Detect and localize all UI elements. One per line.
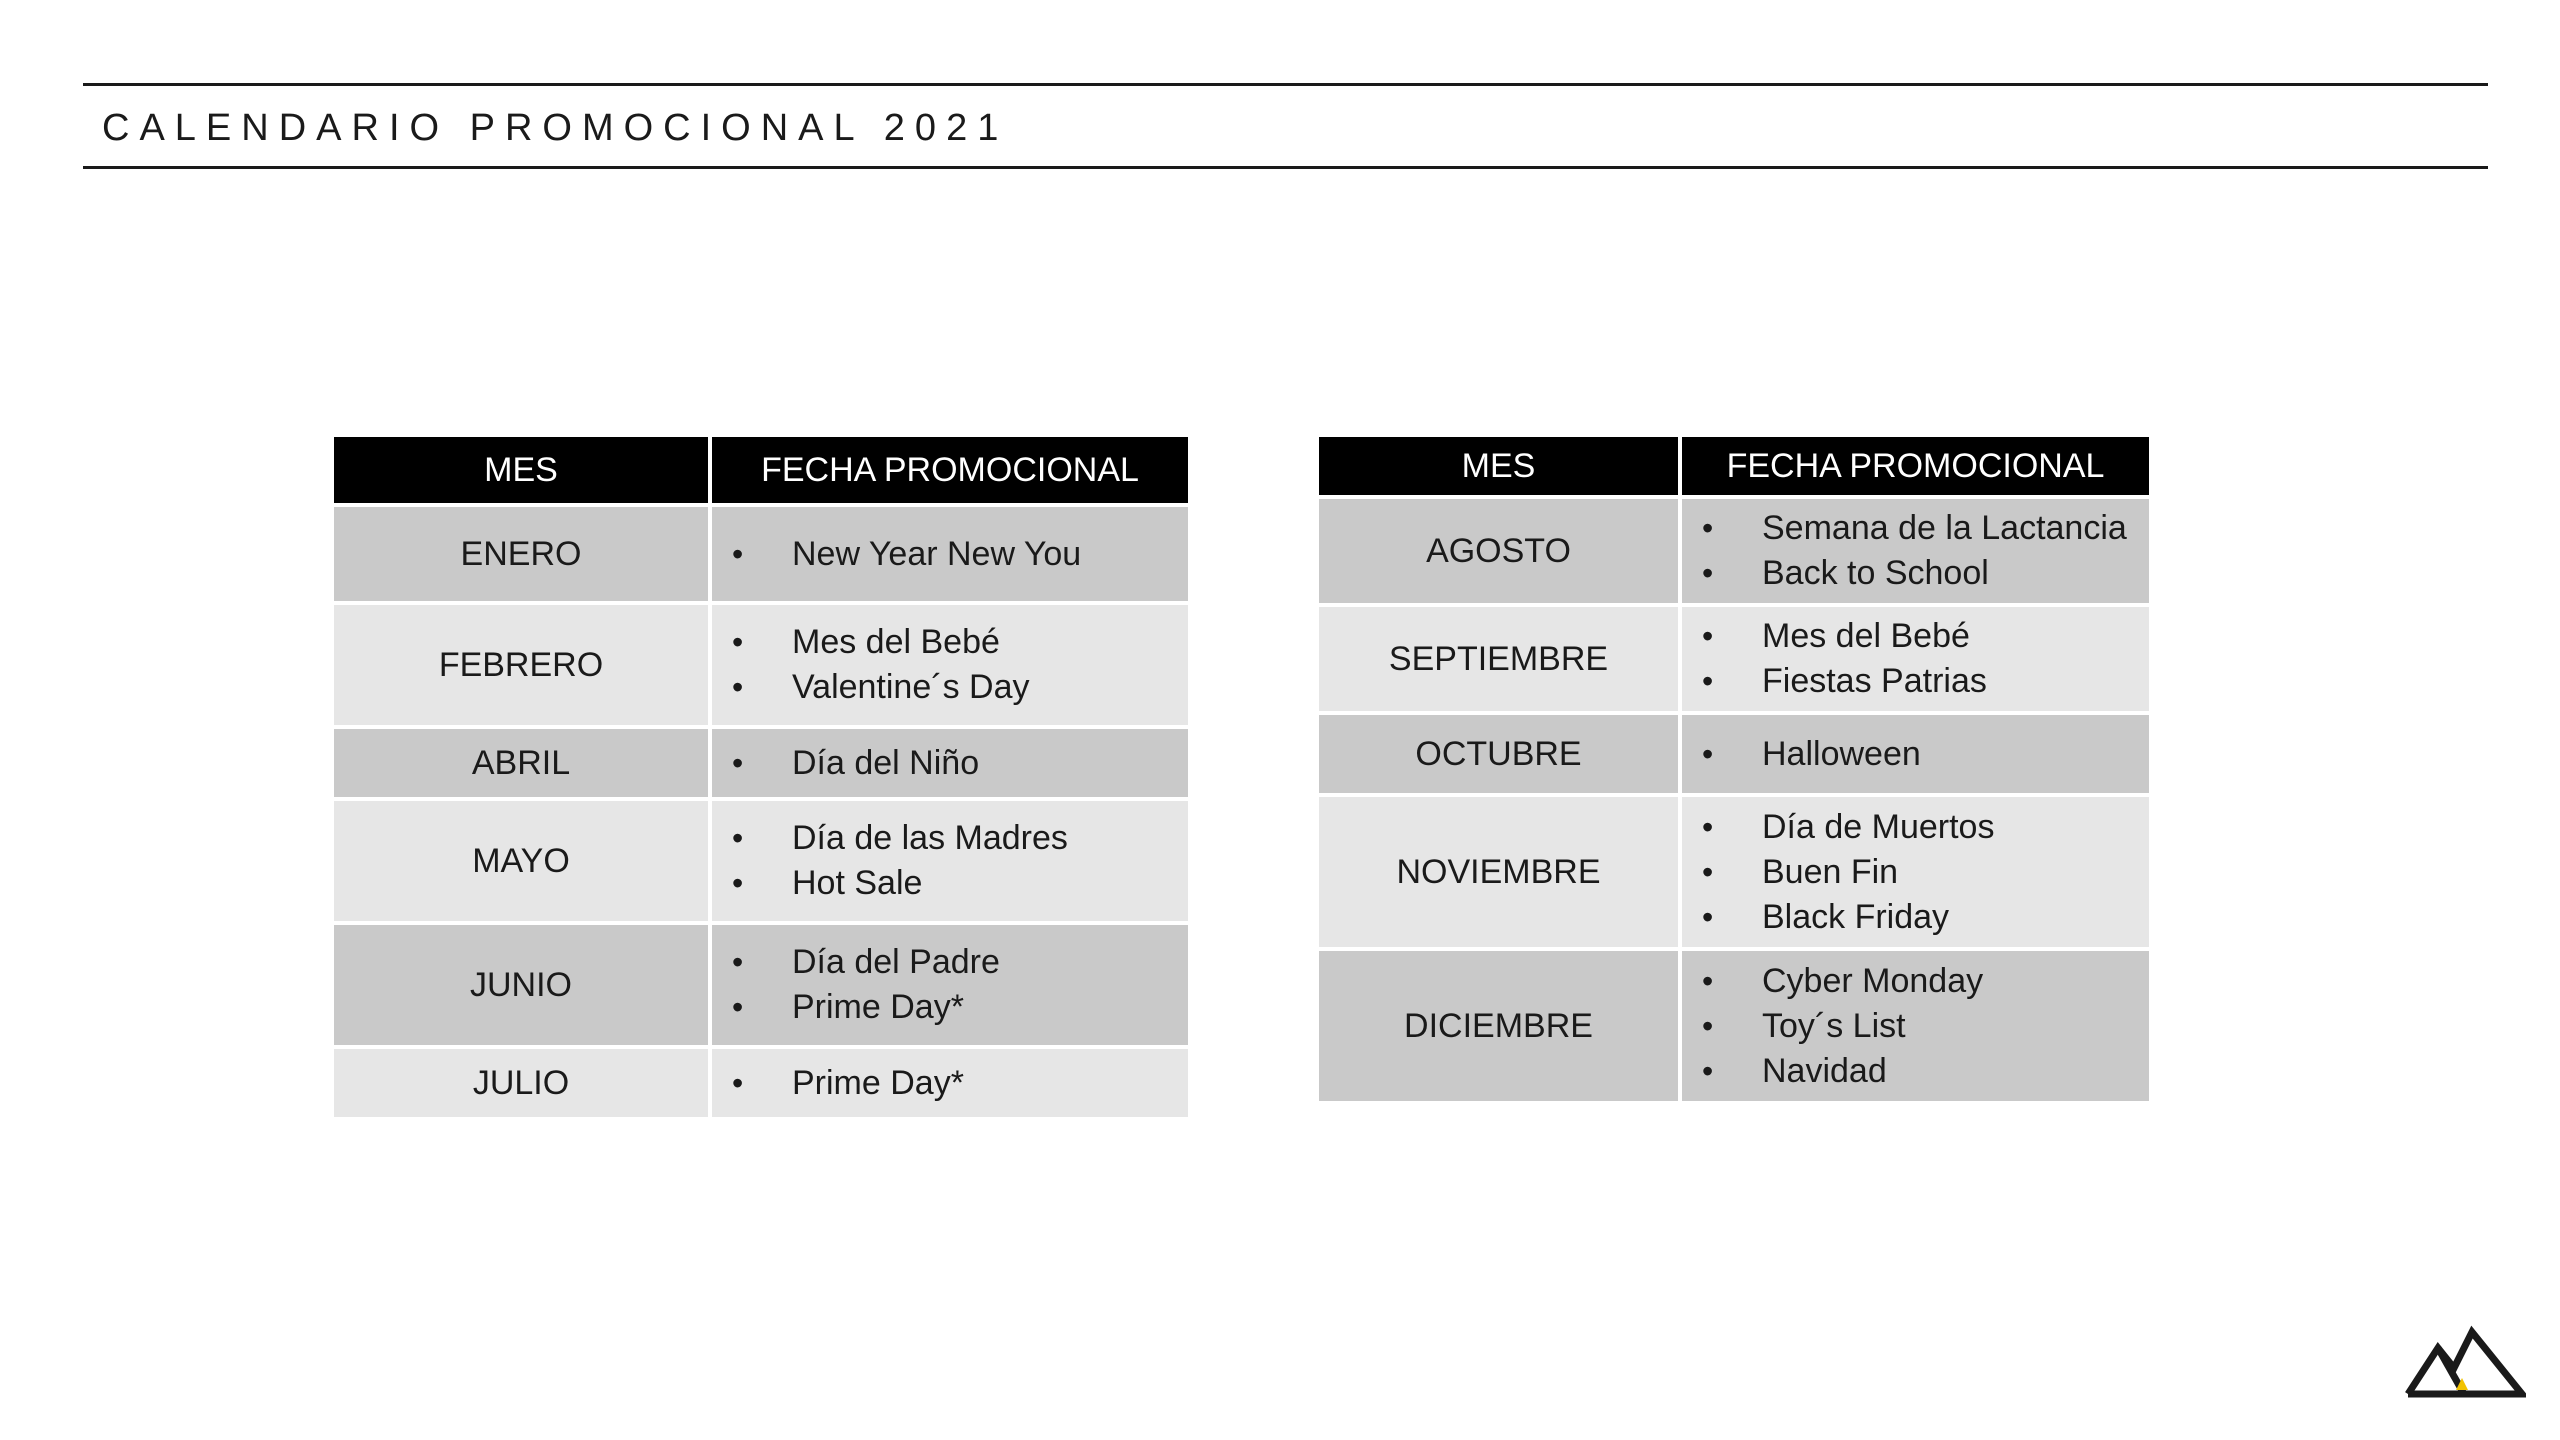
events-cell bbox=[1682, 797, 2149, 947]
events-cell bbox=[1682, 951, 2149, 1101]
table-row bbox=[1319, 951, 2149, 1101]
event-item: • Halloween bbox=[1702, 732, 2149, 777]
table-row bbox=[334, 801, 1188, 921]
table-row bbox=[334, 605, 1188, 725]
event-list bbox=[1682, 732, 2149, 777]
events-cell bbox=[1682, 499, 2149, 603]
table-row bbox=[334, 925, 1188, 1045]
events-cell bbox=[712, 507, 1188, 601]
events-cell bbox=[712, 801, 1188, 921]
month-cell: DICIEMBRE bbox=[1319, 951, 1678, 1101]
events-cell bbox=[712, 925, 1188, 1045]
page-title: CALENDARIO PROMOCIONAL 2021 bbox=[102, 107, 1009, 149]
table-row bbox=[334, 729, 1188, 797]
event-item: • Prime Day* bbox=[732, 1061, 1188, 1106]
month-cell: ABRIL bbox=[334, 729, 708, 797]
events-cell bbox=[712, 1049, 1188, 1117]
events-cell bbox=[712, 605, 1188, 725]
events-cell bbox=[1682, 715, 2149, 793]
event-list bbox=[712, 620, 1188, 710]
event-item: • Día de Muertos bbox=[1702, 805, 2149, 850]
events-cell bbox=[712, 729, 1188, 797]
table-row bbox=[1319, 797, 2149, 947]
event-list bbox=[1682, 614, 2149, 704]
promo-table-right bbox=[1315, 433, 2153, 1105]
table-row bbox=[1319, 715, 2149, 793]
event-list bbox=[712, 816, 1188, 906]
event-list bbox=[1682, 506, 2149, 596]
month-cell: MAYO bbox=[334, 801, 708, 921]
event-item: • Día del Niño bbox=[732, 741, 1188, 786]
promo-table-left bbox=[330, 433, 1192, 1121]
event-list bbox=[712, 940, 1188, 1030]
event-list bbox=[712, 741, 1188, 786]
table-row bbox=[1319, 499, 2149, 603]
column-header-fecha: FECHA PROMOCIONAL bbox=[712, 437, 1188, 503]
event-list bbox=[1682, 805, 2149, 940]
event-item: • Mes del Bebé bbox=[732, 620, 1188, 665]
event-item: • Valentine´s Day bbox=[732, 665, 1188, 710]
month-cell: NOVIEMBRE bbox=[1319, 797, 1678, 947]
event-item: • Semana de la Lactancia bbox=[1702, 506, 2149, 551]
event-item: • Día de las Madres bbox=[732, 816, 1188, 861]
event-item: • Fiestas Patrias bbox=[1702, 659, 2149, 704]
event-item: • Mes del Bebé bbox=[1702, 614, 2149, 659]
event-item: • Back to School bbox=[1702, 551, 2149, 596]
event-list bbox=[712, 532, 1188, 577]
mountain-logo-icon bbox=[2404, 1322, 2526, 1400]
column-header-mes: MES bbox=[334, 437, 708, 503]
month-cell: FEBRERO bbox=[334, 605, 708, 725]
month-cell: JUNIO bbox=[334, 925, 708, 1045]
event-item: • Día del Padre bbox=[732, 940, 1188, 985]
event-list bbox=[1682, 959, 2149, 1094]
event-item: • Toy´s List bbox=[1702, 1004, 2149, 1049]
month-cell: JULIO bbox=[334, 1049, 708, 1117]
month-cell: ENERO bbox=[334, 507, 708, 601]
month-cell: AGOSTO bbox=[1319, 499, 1678, 603]
table-row bbox=[334, 1049, 1188, 1117]
month-cell: SEPTIEMBRE bbox=[1319, 607, 1678, 711]
title-bottom-rule bbox=[83, 166, 2488, 169]
month-cell: OCTUBRE bbox=[1319, 715, 1678, 793]
table-row bbox=[1319, 607, 2149, 711]
event-item: • Buen Fin bbox=[1702, 850, 2149, 895]
event-item: • Hot Sale bbox=[732, 861, 1188, 906]
title-top-rule bbox=[83, 83, 2488, 86]
event-item: • Cyber Monday bbox=[1702, 959, 2149, 1004]
event-list bbox=[712, 1061, 1188, 1106]
event-item: • Prime Day* bbox=[732, 985, 1188, 1030]
event-item: • New Year New You bbox=[732, 532, 1188, 577]
table-row bbox=[334, 507, 1188, 601]
column-header-mes: MES bbox=[1319, 437, 1678, 495]
events-cell bbox=[1682, 607, 2149, 711]
event-item: • Black Friday bbox=[1702, 895, 2149, 940]
event-item: • Navidad bbox=[1702, 1049, 2149, 1094]
column-header-fecha: FECHA PROMOCIONAL bbox=[1682, 437, 2149, 495]
